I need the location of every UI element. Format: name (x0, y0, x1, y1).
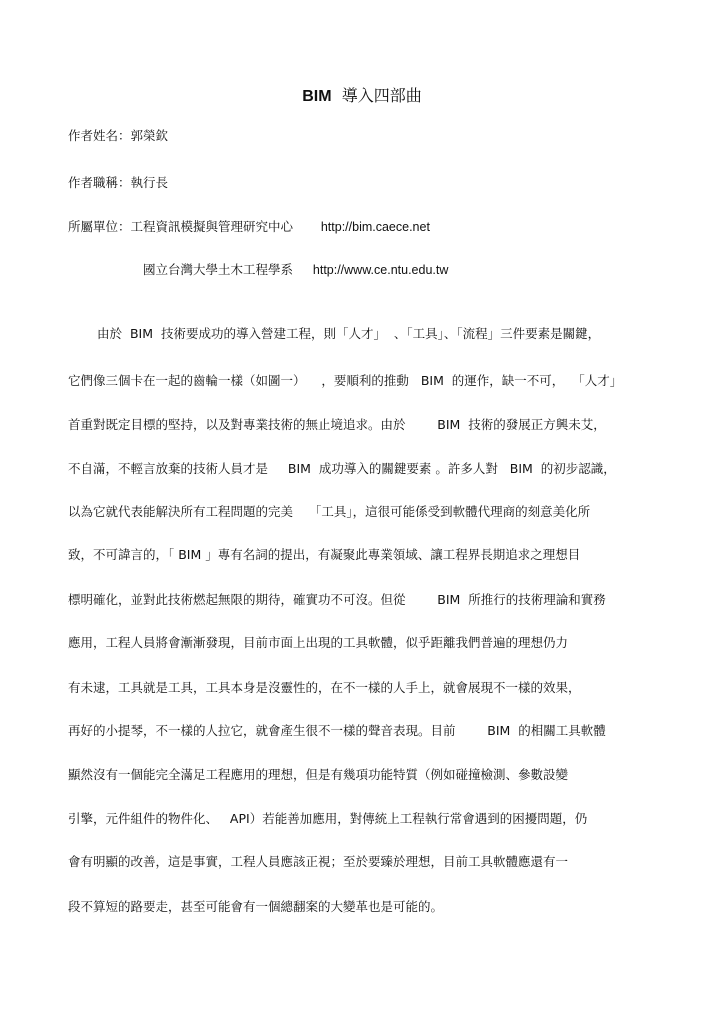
author-title: 作者職稱：執行長 (68, 175, 169, 190)
body-line: 致，不可諱言的，「 BIM 」專有名詞的提出，有凝聚此專業領域、讓工程界長期追求之理想目 (68, 547, 581, 562)
body-line: 它們像三個卡在一起的齒輪一樣（如圖一） ，要順利的推動 BIM 的運作，缺一不可， 「人才」 (68, 373, 623, 388)
body-line: 會有明顯的改善，這是事實，工程人員應該正視；至於要臻於理想，目前工具軟體應還有一 (68, 854, 569, 869)
body-line: 顯然沒有一個能完全滿足工程應用的理想，但是有幾項功能特質（例如碰撞檢測、參數設變 (68, 767, 569, 782)
document-title (0, 86, 724, 107)
author-unit-label: 所屬單位：工程資訊模擬與管理研究中心 (68, 219, 294, 234)
author-unit2-url: http://www.ce.ntu.edu.tw (312, 263, 449, 277)
body-line: 有未逮，工具就是工具，工具本身是沒靈性的，在不一樣的人手上，就會展現不一樣的效果， (68, 680, 581, 695)
author-name: 作者姓名：郭榮欽 (68, 128, 169, 143)
author-unit2-label: 國立台灣大學土木工程學系 (143, 262, 294, 277)
body-line: 標明確化，並對此技術燃起無限的期待，確實功不可沒。但從 BIM 所推行的技術理論和實務 (68, 592, 606, 607)
author-unit-url: http://bim.caece.net (320, 220, 430, 234)
author-unit-2 (143, 261, 448, 279)
body-line: 不自滿，不輕言放棄的技術人員才是 BIM 成功導入的關鍵要素 。許多人對 BIM 的初步認識， (68, 461, 616, 476)
body-line: 段不算短的路要走，甚至可能會有一個總翻案的大變革也是可能的。 (68, 899, 444, 914)
body-line: 再好的小提琴，不一樣的人拉它，就會產生很不一樣的聲音表現。目前 BIM 的相關工具軟體 (68, 723, 606, 738)
title-bim: BIM (302, 88, 332, 105)
body-line: 應用，工程人員將會漸漸發現，目前市面上出現的工具軟體，似乎距離我們普遍的理想仍力 (68, 635, 569, 650)
body-line: 引擎，元件組件的物件化、 API）若能善加應用，對傳統上工程執行常會遇到的困擾問題，仍 (68, 811, 588, 826)
body-line: 以為它就代表能解決所有工程問題的完美 「工具」，這很可能係受到軟體代理商的刻意美化所 (68, 504, 591, 519)
author-unit (68, 218, 430, 236)
body-line: 首重對既定目標的堅持，以及對專業技術的無止境追求。由於 BIM 技術的發展正方興未艾， (68, 417, 606, 432)
title-text: 導入四部曲 (331, 86, 422, 105)
body-line: 由於 BIM 技術要成功的導入營建工程，則「人才」 、「工具」、「流程」三件要素是關鍵， (97, 326, 601, 341)
